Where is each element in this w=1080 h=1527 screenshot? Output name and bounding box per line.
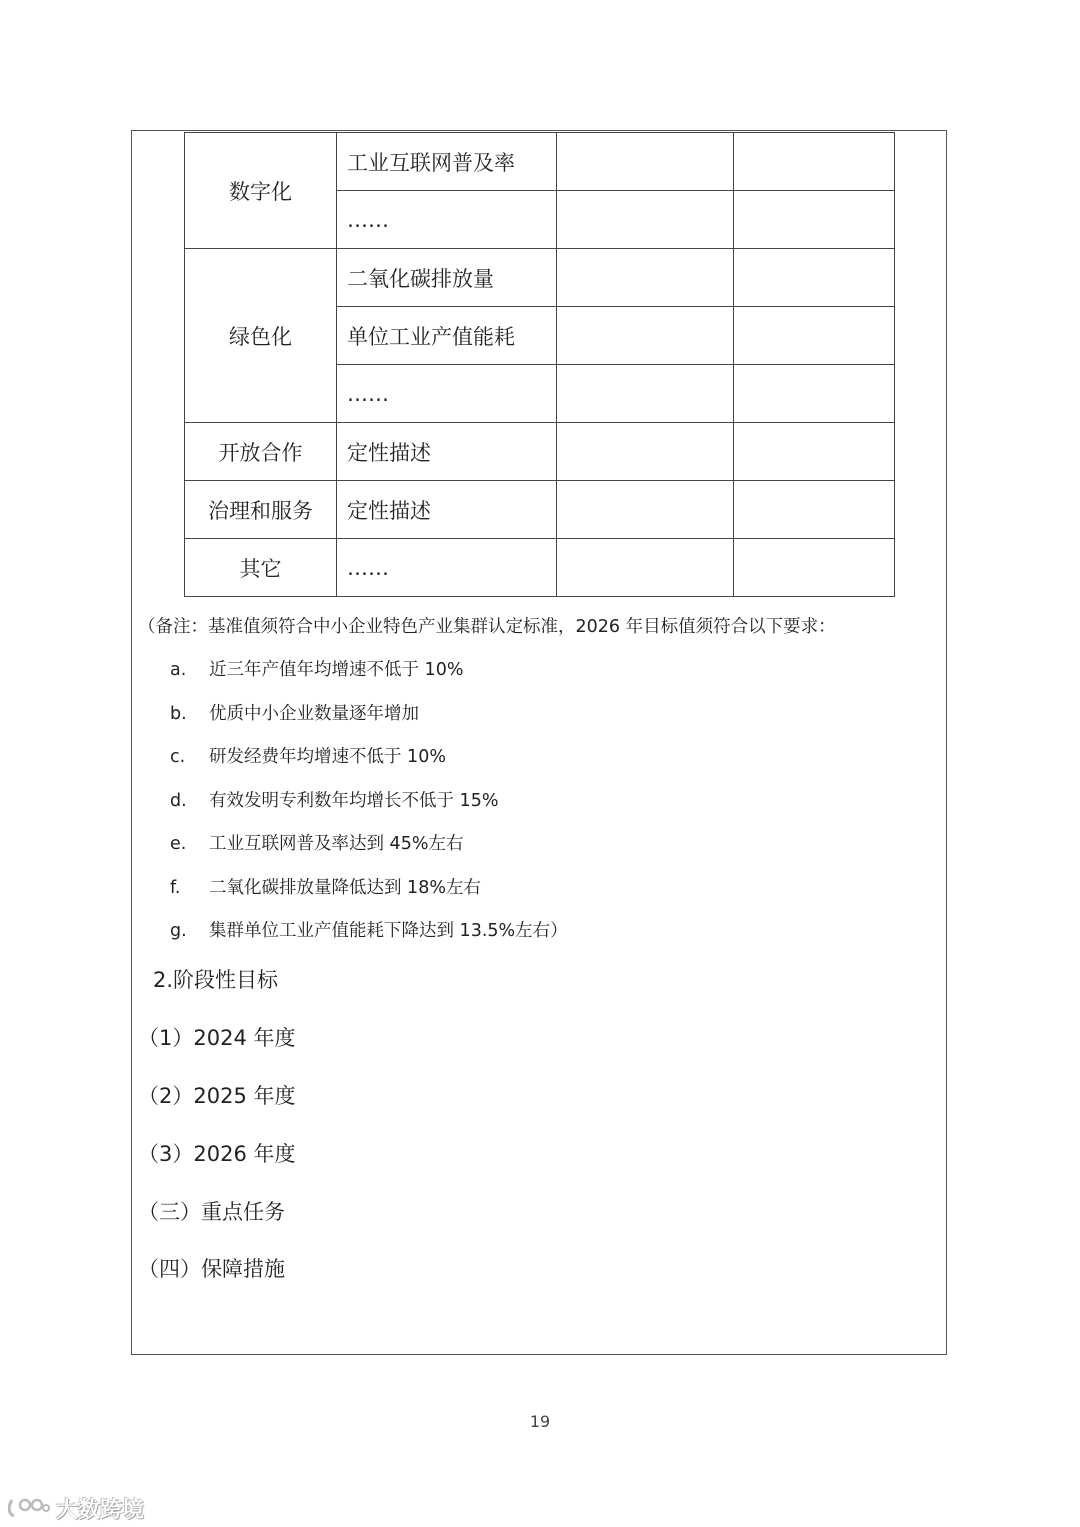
baseline-value-cell (557, 307, 734, 365)
table-row (185, 249, 895, 307)
target-value-cell (734, 365, 895, 423)
table-row (185, 539, 895, 597)
target-value-cell (734, 539, 895, 597)
baseline-value-cell (557, 481, 734, 539)
target-value-cell (734, 481, 895, 539)
metrics-table (184, 132, 895, 597)
baseline-value-cell (557, 423, 734, 481)
note-item-text: 优质中小企业数量逐年增加 (209, 703, 419, 724)
note-item-label: f. (170, 877, 181, 898)
indicator-cell: …… (337, 365, 557, 423)
note-item-label: b. (170, 703, 187, 724)
table-row (185, 481, 895, 539)
baseline-value-cell (557, 133, 734, 191)
heading-2025: （2）2025 年度 (138, 1084, 296, 1108)
table-row (185, 423, 895, 481)
baseline-value-cell (557, 249, 734, 307)
category-cell: 开放合作 (185, 423, 337, 481)
note-item-label: c. (170, 747, 186, 767)
indicator-cell: …… (337, 191, 557, 249)
note-item-text: 研发经费年均增速不低于 10% (209, 747, 446, 767)
category-cell: 其它 (185, 539, 337, 597)
baseline-value-cell (557, 365, 734, 423)
baseline-value-cell (557, 191, 734, 249)
indicator-cell: 二氧化碳排放量 (337, 249, 557, 307)
note-item-label: g. (170, 921, 187, 941)
category-cell: 数字化 (185, 133, 337, 249)
table-row (185, 133, 895, 191)
baseline-value-cell (557, 539, 734, 597)
indicator-cell: 定性描述 (337, 423, 557, 481)
indicator-cell: …… (337, 539, 557, 597)
heading-phase-goal: 2.阶段性目标 (153, 968, 279, 992)
heading-2026: （3）2026 年度 (138, 1142, 296, 1166)
watermark-logo-icon (8, 1496, 52, 1520)
page-number: 19 (529, 1412, 551, 1431)
note-item-text: 集群单位工业产值能耗下降达到 13.5%左右） (209, 921, 568, 941)
heading-safeguards: （四）保障措施 (138, 1257, 285, 1281)
target-value-cell (734, 249, 895, 307)
note-item-text: 近三年产值年均增速不低于 10% (209, 660, 464, 680)
indicator-cell: 单位工业产值能耗 (337, 307, 557, 365)
watermark-text: 大数跨境 (56, 1497, 145, 1523)
target-value-cell (734, 307, 895, 365)
note-item-label: d. (170, 790, 187, 811)
heading-key-tasks: （三）重点任务 (138, 1200, 285, 1224)
note-item-label: e. (170, 834, 187, 854)
note-item-text: 有效发明专利数年均增长不低于 15% (209, 790, 499, 811)
category-cell: 绿色化 (185, 249, 337, 423)
note-intro: （备注：基准值须符合中小企业特色产业集群认定标准，2026 年目标值须符合以下要求： (138, 617, 836, 637)
indicator-cell: 定性描述 (337, 481, 557, 539)
note-item-label: a. (170, 660, 187, 680)
note-item-text: 二氧化碳排放量降低达到 18%左右 (209, 877, 481, 898)
heading-2024: （1）2024 年度 (138, 1026, 296, 1050)
category-cell: 治理和服务 (185, 481, 337, 539)
note-item-text: 工业互联网普及率达到 45%左右 (209, 834, 464, 854)
indicator-cell: 工业互联网普及率 (337, 133, 557, 191)
target-value-cell (734, 133, 895, 191)
target-value-cell (734, 423, 895, 481)
target-value-cell (734, 191, 895, 249)
watermark (8, 1492, 144, 1524)
